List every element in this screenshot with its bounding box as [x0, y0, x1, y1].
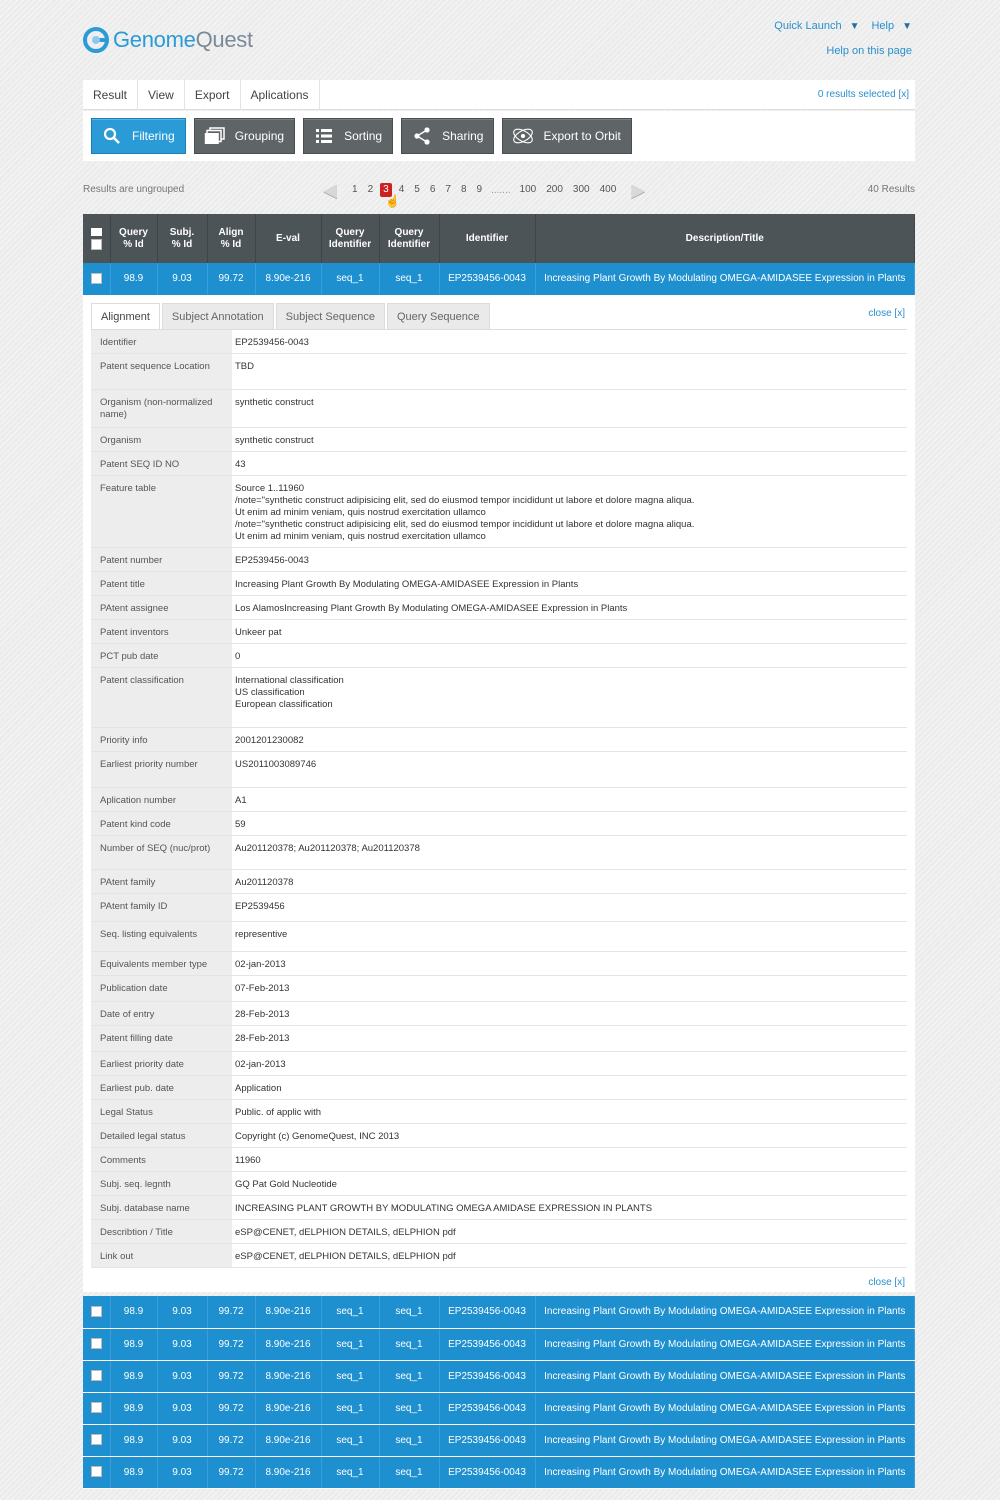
field-value: synthetic construct: [232, 390, 907, 428]
cell-eval: 8.90e-216: [255, 263, 321, 295]
field-label: Detailed legal status: [91, 1124, 232, 1148]
field-label: PAtent family ID: [91, 894, 232, 922]
field-value: Increasing Plant Growth By Modulating OMEGA-AMIDASEE Expression in Plants: [232, 572, 907, 596]
cell-query-id: 98.9: [110, 263, 157, 295]
detail-field-row: [91, 1100, 907, 1124]
row-checkbox-cell[interactable]: [83, 1392, 110, 1424]
field-value: 11960: [232, 1148, 907, 1172]
results-count: 40 Results: [867, 184, 915, 195]
cell-description: Increasing Plant Growth By Modulating OMEGA-AMIDASEE Expression in Plants: [535, 263, 915, 295]
top-links: [774, 20, 912, 32]
cell-eval: 8.90e-216: [255, 1392, 321, 1424]
page-3-current[interactable]: 3: [380, 183, 392, 197]
cell-query-id: 98.9: [110, 1392, 157, 1424]
cell-align-id: 99.72: [207, 1296, 255, 1328]
detail-field-row: [91, 1196, 907, 1220]
field-value: Copyright (c) GenomeQuest, INC 2013: [232, 1124, 907, 1148]
pagination-ellipsis: .......: [491, 184, 511, 196]
detail-field-row: [91, 596, 907, 620]
cell-description: Increasing Plant Growth By Modulating OMEGA-AMIDASEE Expression in Plants: [535, 1456, 915, 1488]
header-align-id[interactable]: Align % Id: [207, 214, 255, 263]
field-value: synthetic construct: [232, 428, 907, 452]
detail-field-row: [91, 354, 907, 390]
detail-panel: [83, 296, 915, 1292]
field-label: Patent SEQ ID NO: [91, 452, 232, 476]
detail-field-row: [91, 1172, 907, 1196]
next-page-icon[interactable]: ▶: [631, 179, 646, 200]
field-label: Publication date: [91, 976, 232, 1002]
cell-q1: seq_1: [321, 1424, 379, 1456]
field-label: Organism (non-normalized name): [91, 390, 232, 428]
logo-text: GenomeQuest: [113, 27, 253, 52]
field-value: Au201120378: [232, 870, 907, 894]
field-label: Describtion / Title: [91, 1220, 232, 1244]
page-8[interactable]: 8: [460, 184, 467, 195]
detail-field-row: [91, 1244, 907, 1268]
header-description[interactable]: Description/Title: [535, 214, 915, 263]
cell-subj-id: 9.03: [157, 1392, 207, 1424]
field-label: PAtent assignee: [91, 596, 232, 620]
detail-field-row: [91, 952, 907, 976]
results-table: [83, 214, 915, 296]
field-value: International classification US classification European classification: [232, 668, 907, 728]
results-rows-table: [83, 1296, 915, 1489]
cell-description: Increasing Plant Growth By Modulating OMEGA-AMIDASEE Expression in Plants: [535, 1296, 915, 1328]
row-checkbox[interactable]: [91, 1370, 102, 1381]
field-label: Patent classification: [91, 668, 232, 728]
field-label: Priority info: [91, 728, 232, 752]
logo-mark-icon: [83, 27, 109, 53]
page-7[interactable]: 7: [445, 184, 451, 195]
cell-align-id: 99.72: [207, 1360, 255, 1392]
cell-description: Increasing Plant Growth By Modulating OMEGA-AMIDASEE Expression in Plants: [535, 1424, 915, 1456]
row-checkbox-cell[interactable]: [83, 1360, 110, 1392]
detail-field-row: [91, 476, 907, 548]
table-row[interactable]: [83, 263, 915, 295]
tab-subject-sequence[interactable]: Subject Sequence: [276, 303, 385, 329]
cell-query-id: 98.9: [110, 1296, 157, 1328]
table-header-row: [83, 214, 915, 263]
detail-field-row: [91, 1052, 907, 1076]
page-200[interactable]: 200: [546, 184, 563, 195]
header-identifier[interactable]: Identifier: [439, 214, 535, 263]
field-label: Patent kind code: [91, 812, 232, 836]
field-label: Patent number: [91, 548, 232, 572]
cell-query-id: 98.9: [110, 1456, 157, 1488]
chevron-down-icon: ▼: [849, 21, 860, 32]
field-label: PCT pub date: [91, 644, 232, 668]
field-label: Patent title: [91, 572, 232, 596]
row-checkbox[interactable]: [91, 1306, 102, 1317]
field-value: GQ Pat Gold Nucleotide: [232, 1172, 907, 1196]
cell-q2: seq_1: [379, 1296, 439, 1328]
detail-field-row: [91, 1220, 907, 1244]
detail-field-row: [91, 922, 907, 952]
cell-align-id: 99.72: [207, 1456, 255, 1488]
cell-description: Increasing Plant Growth By Modulating OMEGA-AMIDASEE Expression in Plants: [535, 1328, 915, 1360]
cell-eval: 8.90e-216: [255, 1456, 321, 1488]
field-label: Feature table: [91, 476, 232, 548]
cell-subj-id: 9.03: [157, 263, 207, 295]
field-label: Organism: [91, 428, 232, 452]
row-checkbox-cell[interactable]: [83, 263, 110, 295]
previous-page-icon[interactable]: ◀: [323, 179, 337, 200]
cell-identifier: EP2539456-0043: [439, 1392, 535, 1424]
row-checkbox[interactable]: [91, 273, 102, 284]
header-eval[interactable]: E-val: [255, 214, 321, 263]
chevron-down-icon: ▼: [902, 21, 912, 32]
table-row[interactable]: [83, 1296, 915, 1328]
field-label: Aplication number: [91, 788, 232, 812]
share-icon: [410, 127, 434, 145]
field-value: Au201120378; Au201120378; Au201120378: [232, 836, 907, 870]
row-checkbox[interactable]: [91, 1466, 102, 1477]
page-6[interactable]: 6: [429, 184, 436, 195]
field-value: 59: [232, 812, 907, 836]
select-all-header[interactable]: [83, 214, 110, 263]
detail-field-row: [91, 620, 907, 644]
field-value: EP2539456-0043: [232, 548, 907, 572]
cell-description: Increasing Plant Growth By Modulating OMEGA-AMIDASEE Expression in Plants: [535, 1360, 915, 1392]
field-label: Link out: [91, 1244, 232, 1268]
row-checkbox[interactable]: [91, 1434, 102, 1445]
select-all-checkbox[interactable]: [91, 239, 102, 250]
detail-field-row: [91, 894, 907, 922]
pointer-cursor-icon: ☝: [385, 194, 400, 208]
field-value: 2001201230082: [232, 728, 907, 752]
cell-identifier: EP2539456-0043: [439, 1424, 535, 1456]
menu-bar: [83, 80, 915, 110]
field-value: TBD: [232, 354, 907, 390]
cell-align-id: 99.72: [207, 1328, 255, 1360]
field-value: EP2539456: [232, 894, 907, 922]
row-checkbox[interactable]: [91, 1338, 102, 1349]
detail-field-row: [91, 572, 907, 596]
cell-align-id: 99.72: [207, 1424, 255, 1456]
page-5[interactable]: 5: [414, 184, 420, 195]
detail-field-row: [91, 870, 907, 894]
cell-query-identifier-2: seq_1: [379, 263, 439, 295]
cell-q2: seq_1: [379, 1360, 439, 1392]
detail-field-row: [91, 1026, 907, 1052]
row-checkbox-cell[interactable]: [83, 1296, 110, 1328]
cell-subj-id: 9.03: [157, 1424, 207, 1456]
detail-field-row: [91, 812, 907, 836]
field-label: Earliest priority date: [91, 1052, 232, 1076]
field-value: eSP@CENET, dELPHION DETAILS, dELPHION pdf: [232, 1244, 907, 1268]
help-link[interactable]: Help ▼: [871, 20, 912, 32]
cell-q1: seq_1: [321, 1328, 379, 1360]
cell-q2: seq_1: [379, 1328, 439, 1360]
detail-field-row: [91, 644, 907, 668]
field-value: 02-jan-2013: [232, 1052, 907, 1076]
field-label: Seq. listing equivalents: [91, 922, 232, 952]
cell-subj-id: 9.03: [157, 1360, 207, 1392]
cell-description: Increasing Plant Growth By Modulating OMEGA-AMIDASEE Expression in Plants: [535, 1392, 915, 1424]
row-checkbox-cell[interactable]: [83, 1328, 110, 1360]
header-query-identifier-2[interactable]: Query Identifier: [379, 214, 439, 263]
stack-icon: [203, 127, 227, 145]
detail-field-row: [91, 452, 907, 476]
toolbar: [83, 111, 915, 161]
tab-subject-annotation[interactable]: Subject Annotation: [162, 303, 274, 329]
field-value: eSP@CENET, dELPHION DETAILS, dELPHION pdf: [232, 1220, 907, 1244]
close-detail-link[interactable]: close [x]: [868, 308, 905, 319]
field-value: Los AlamosIncreasing Plant Growth By Modulating OMEGA-AMIDASEE Expression in Plants: [232, 596, 907, 620]
field-label: Date of entry: [91, 1002, 232, 1026]
header-query-identifier[interactable]: Query Identifier: [321, 214, 379, 263]
field-value: 0: [232, 644, 907, 668]
cell-q2: seq_1: [379, 1424, 439, 1456]
paging-bar: [83, 178, 915, 202]
field-value: 07-Feb-2013: [232, 976, 907, 1002]
detail-field-row: [91, 1076, 907, 1100]
cell-align-id: 99.72: [207, 1392, 255, 1424]
header-subj-id[interactable]: Subj. % Id: [157, 214, 207, 263]
field-value: 02-jan-2013: [232, 952, 907, 976]
field-value: EP2539456-0043: [232, 330, 907, 354]
cell-eval: 8.90e-216: [255, 1360, 321, 1392]
table-row[interactable]: [83, 1328, 915, 1360]
table-row[interactable]: [83, 1392, 915, 1424]
detail-field-row: [91, 548, 907, 572]
cell-identifier: EP2539456-0043: [439, 1360, 535, 1392]
page-2[interactable]: 2: [367, 184, 374, 195]
search-icon: [100, 127, 124, 145]
detail-field-row: [91, 976, 907, 1002]
field-label: Subj. database name: [91, 1196, 232, 1220]
field-value: Public. of applic with: [232, 1100, 907, 1124]
field-label: Patent inventors: [91, 620, 232, 644]
field-value: representive: [232, 922, 907, 952]
genomequest-logo[interactable]: [83, 27, 253, 53]
field-value: INCREASING PLANT GROWTH BY MODULATING OMEGA AMIDASE EXPRESSION IN PLANTS: [232, 1196, 907, 1220]
menu-view[interactable]: View: [138, 80, 185, 110]
grouping-status: Results are ungrouped: [83, 184, 185, 195]
cell-q1: seq_1: [321, 1296, 379, 1328]
filtering-button[interactable]: Filtering: [91, 118, 186, 154]
row-checkbox-cell[interactable]: [83, 1456, 110, 1488]
field-value: A1: [232, 788, 907, 812]
menu-result[interactable]: Result: [83, 80, 138, 110]
cell-identifier: EP2539456-0043: [439, 1456, 535, 1488]
field-value: 28-Feb-2013: [232, 1002, 907, 1026]
cell-query-id: 98.9: [110, 1424, 157, 1456]
list-icon: [312, 128, 336, 144]
table-row[interactable]: [83, 1424, 915, 1456]
page-100[interactable]: 100: [519, 184, 537, 195]
field-label: Subj. seq. legnth: [91, 1172, 232, 1196]
cell-eval: 8.90e-216: [255, 1328, 321, 1360]
field-label: PAtent family: [91, 870, 232, 894]
select-menu-icon[interactable]: [91, 228, 102, 236]
detail-field-row: [91, 1148, 907, 1172]
cell-subj-id: 9.03: [157, 1456, 207, 1488]
cell-identifier: EP2539456-0043: [439, 263, 535, 295]
detail-field-row: [91, 836, 907, 870]
page-9[interactable]: 9: [476, 184, 483, 195]
page-300[interactable]: 300: [572, 184, 590, 195]
cell-subj-id: 9.03: [157, 1328, 207, 1360]
row-checkbox[interactable]: [91, 1402, 102, 1413]
tab-alignment[interactable]: Alignment: [91, 303, 160, 329]
menu-applications[interactable]: Aplications: [241, 80, 320, 110]
cell-q1: seq_1: [321, 1360, 379, 1392]
page-400[interactable]: 400: [599, 184, 617, 195]
cell-subj-id: 9.03: [157, 1296, 207, 1328]
header-query-id[interactable]: Query % Id: [110, 214, 157, 263]
detail-field-row: [91, 668, 907, 728]
cell-query-id: 98.9: [110, 1328, 157, 1360]
cell-query-id: 98.9: [110, 1360, 157, 1392]
field-label: Number of SEQ (nuc/prot): [91, 836, 232, 870]
cell-identifier: EP2539456-0043: [439, 1328, 535, 1360]
field-label: Identifier: [91, 330, 232, 354]
cell-eval: 8.90e-216: [255, 1424, 321, 1456]
tab-query-sequence[interactable]: Query Sequence: [387, 303, 490, 329]
detail-field-row: [91, 428, 907, 452]
field-label: Earliest priority number: [91, 752, 232, 788]
menu-export[interactable]: Export: [185, 80, 241, 110]
detail-field-row: [91, 752, 907, 788]
field-value: Unkeer pat: [232, 620, 907, 644]
field-value: Application: [232, 1076, 907, 1100]
cell-q1: seq_1: [321, 1456, 379, 1488]
cell-q2: seq_1: [379, 1456, 439, 1488]
table-row[interactable]: [83, 1360, 915, 1392]
row-checkbox-cell[interactable]: [83, 1424, 110, 1456]
cell-q1: seq_1: [321, 1392, 379, 1424]
field-value: 28-Feb-2013: [232, 1026, 907, 1052]
field-label: Comments: [91, 1148, 232, 1172]
detail-field-row: [91, 1124, 907, 1148]
cell-q2: seq_1: [379, 1392, 439, 1424]
table-row[interactable]: [83, 1456, 915, 1488]
page-4[interactable]: 4: [398, 184, 405, 195]
detail-fields-table: [91, 329, 907, 1268]
detail-field-row: [91, 728, 907, 752]
quick-launch-link[interactable]: Quick Launch ▼: [774, 20, 860, 32]
field-label: Patent sequence Location: [91, 354, 232, 390]
orbit-icon: [511, 122, 535, 150]
detail-field-row: [91, 330, 907, 354]
detail-field-row: [91, 1002, 907, 1026]
detail-tabs: [91, 303, 490, 329]
field-value: US2011003089746: [232, 752, 907, 788]
sorting-button[interactable]: Sorting: [303, 118, 393, 154]
field-value: 43: [232, 452, 907, 476]
page-1[interactable]: 1: [352, 184, 358, 195]
help-on-page-link[interactable]: Help on this page: [826, 45, 912, 57]
field-label: Legal Status: [91, 1100, 232, 1124]
detail-field-row: [91, 390, 907, 428]
cell-query-identifier: seq_1: [321, 263, 379, 295]
grouping-button[interactable]: Grouping: [194, 118, 295, 154]
sharing-button[interactable]: Sharing: [401, 118, 494, 154]
field-label: Equivalents member type: [91, 952, 232, 976]
field-label: Earliest pub. date: [91, 1076, 232, 1100]
selected-results-info[interactable]: 0 results selected [x]: [817, 89, 909, 100]
export-to-orbit-button[interactable]: Export to Orbit: [502, 118, 631, 154]
field-label: Patent filling date: [91, 1026, 232, 1052]
field-value: Source 1..11960 /note="synthetic construct adipisicing elit, sed do eiusmod tempor incididunt ut labore et dolore magna aliqua. Ut enim ad minim veniam, quis nostrud exercitation ullamco /note="synthetic construct adipisicing elit, sed do eiusmod tempor incididunt ut labore et dolore magna aliqua. Ut enim ad minim veniam, quis nostrud exercitation ullamco: [232, 476, 907, 548]
cell-eval: 8.90e-216: [255, 1296, 321, 1328]
detail-field-row: [91, 788, 907, 812]
close-detail-link-bottom[interactable]: close [x]: [868, 1277, 905, 1288]
cell-align-id: 99.72: [207, 263, 255, 295]
pagination: [313, 178, 655, 202]
cell-identifier: EP2539456-0043: [439, 1296, 535, 1328]
